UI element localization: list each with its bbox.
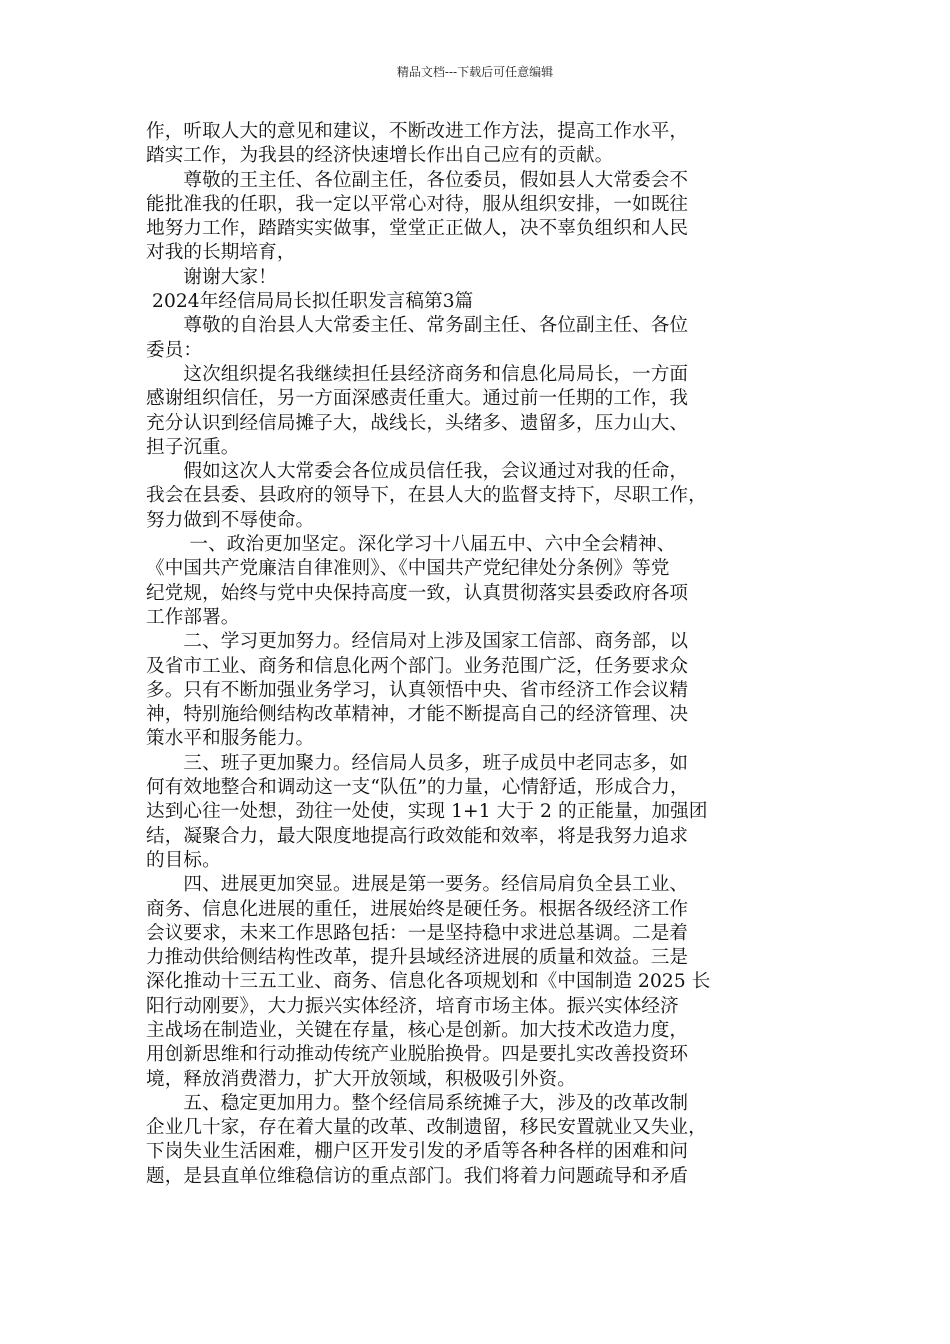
text-line: 深化推动十三五工业、商务、信息化各项规划和《中国制造 2025 长 [146, 971, 711, 993]
text-line: 阳行动刚要》，大力振兴实体经济，培育市场主体。振兴实体经济 [146, 995, 679, 1017]
text-line: 踏实工作，为我县的经济快速增长作出自己应有的贡献。 [146, 145, 614, 167]
text-line: 境，释放消费潜力，扩大开放领域，积极吸引外资。 [146, 1068, 576, 1090]
text-line: 纪党规，始终与党中央保持高度一致，认真贯彻落实县委政府各项 [146, 582, 689, 604]
text-line: 题，是县直单位维稳信访的重点部门。我们将着力问题疏导和矛盾 [146, 1165, 689, 1187]
text-line: 策水平和服务能力。 [146, 728, 315, 750]
text-line: 谢谢大家！ [146, 266, 277, 288]
text-line: 二、学习更加努力。经信局对上涉及国家工信部、商务部，以 [146, 631, 689, 653]
text-line: 何有效地整合和调动这一支“队伍”的力量，心情舒适，形成合力， [146, 777, 689, 799]
text-line: 这次组织提名我继续担任县经济商务和信息化局局长，一方面 [146, 363, 689, 385]
text-line: 作，听取人大的意见和建议，不断改进工作方法，提高工作水平， [146, 121, 689, 142]
text-line: 下岗失业生活困难，棚户区开发引发的矛盾等各种各样的困难和问 [146, 1141, 689, 1163]
text-line: 担子沉重。 [146, 436, 240, 458]
text-line: 充分认识到经信局摊子大，战线长，头绪多、遗留多，压力山大、 [146, 412, 689, 434]
text-line: 结，凝聚合力，最大限度地提高行政效能和效率，将是我努力追求 [146, 825, 689, 847]
text-line: 尊敬的王主任、各位副主任，各位委员，假如县人大常委会不 [146, 169, 689, 191]
page-header: 精品文档---下载后可任意编辑 [396, 65, 554, 79]
text-line: 2024年经信局局长拟任职发言稿第3篇 [146, 291, 474, 313]
text-line: 《中国共产党廉洁自律准则》、《中国共产党纪律处分条例》等党 [146, 558, 670, 580]
text-line: 的目标。 [146, 849, 221, 871]
text-line: 力推动供给侧结构性改革，提升县域经济进展的质量和效益。三是 [146, 947, 689, 969]
text-line: 委员： [146, 339, 203, 361]
text-line: 企业几十家，存在着大量的改革、改制遗留，移民安置就业又失业， [146, 1117, 707, 1139]
text-line: 尊敬的自治县人大常委主任、常务副主任、各位副主任、各位 [146, 315, 689, 337]
text-line: 对我的长期培育， [146, 242, 296, 264]
text-line: 工作部署。 [146, 606, 240, 628]
text-line: 神，特别施给侧结构改革精神，才能不断提高自己的经济管理、决 [146, 704, 689, 726]
text-line: 假如这次人大常委会各位成员信任我，会议通过对我的任命， [146, 461, 689, 483]
text-line: 达到心往一处想，劲往一处使，实现 1+1 大于 2 的正能量，加强团 [146, 801, 708, 823]
text-line: 一、政治更加坚定。深化学习十八届五中、六中全会精神、 [146, 534, 676, 556]
text-line: 会议要求，未来工作思路包括：一是坚持稳中求进总基调。二是着 [146, 922, 689, 944]
text-line: 努力做到不辱使命。 [146, 509, 315, 531]
text-line: 用创新思维和行动推动传统产业脱胎换骨。四是要扎实改善投资环 [146, 1044, 689, 1066]
text-line: 三、班子更加聚力。经信局人员多，班子成员中老同志多，如 [146, 752, 689, 774]
text-line: 主战场在制造业，关键在存量，核心是创新。加大技术改造力度， [146, 1019, 689, 1041]
text-line: 多。只有不断加强业务学习，认真领悟中央、省市经济工作会议精 [146, 679, 689, 701]
text-line: 地努力工作，踏踏实实做事，堂堂正正做人，决不辜负组织和人民 [146, 218, 689, 240]
text-line: 及省市工业、商务和信息化两个部门。业务范围广泛，任务要求众 [146, 655, 689, 677]
text-line: 商务、信息化进展的重任，进展始终是硬任务。根据各级经济工作 [146, 898, 689, 920]
text-line: 感谢组织信任，另一方面深感责任重大。通过前一任期的工作，我 [146, 388, 689, 410]
text-line: 我会在县委、县政府的领导下，在县人大的监督支持下，尽职工作， [146, 485, 707, 507]
text-line: 能批准我的任职，我一定以平常心对待，服从组织安排，一如既往 [146, 193, 689, 215]
text-line: 四、进展更加突显。进展是第一要务。经信局肩负全县工业、 [146, 874, 689, 896]
text-line: 五、稳定更加用力。整个经信局系统摊子大，涉及的改革改制 [146, 1092, 689, 1114]
document-body [146, 120, 814, 1189]
